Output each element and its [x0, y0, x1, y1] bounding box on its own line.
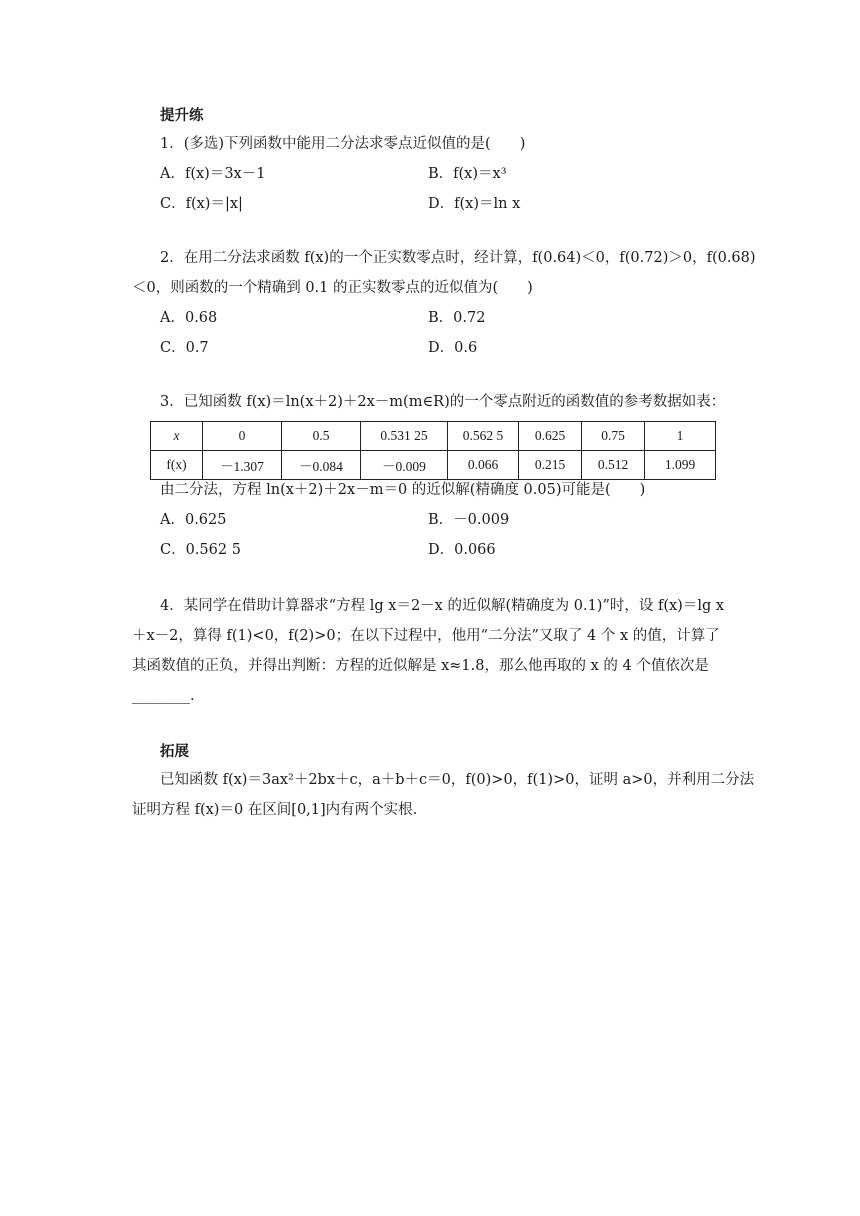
section-heading-extension: 拓展 — [160, 743, 189, 760]
q4-answer-blank: ________. — [132, 688, 195, 704]
table-cell: 0.531 25 — [361, 422, 448, 451]
table-cell: 1.099 — [645, 451, 716, 480]
reference-value-table — [150, 421, 716, 480]
table-row-x — [151, 422, 716, 451]
q3-option-d: D．0.066 — [428, 542, 496, 558]
table-cell: 0.625 — [519, 422, 582, 451]
table-cell: 0.5 — [282, 422, 361, 451]
q4-line1: 4．某同学在借助计算器求“方程 lg x＝2－x 的近似解(精确度为 0.1)”时，设 f(x)＝lg x — [160, 598, 725, 614]
q1-option-b: B．f(x)＝x³ — [428, 166, 507, 182]
q3-option-b: B．－0.009 — [428, 512, 510, 528]
table-cell: f(x) — [151, 451, 203, 480]
table-cell: x — [151, 422, 203, 451]
q3-option-c: C．0.562 5 — [160, 542, 241, 558]
table-cell: －0.009 — [361, 451, 448, 480]
q2-option-d: D．0.6 — [428, 340, 478, 356]
q1-option-a: A．f(x)＝3x－1 — [160, 166, 266, 182]
section-heading-practice: 提升练 — [160, 107, 204, 124]
table-cell: 0.562 5 — [448, 422, 519, 451]
q2-stem-line2: ＜0，则函数的一个精确到 0.1 的正实数零点的近似值为( ) — [132, 280, 533, 296]
q1-option-d: D．f(x)＝ln x — [428, 196, 521, 212]
q2-option-b: B．0.72 — [428, 310, 486, 326]
q4-line2: ＋x－2，算得 f(1)<0，f(2)>0；在以下过程中，他用“二分法”又取了 4 个 x 的值，计算了 — [132, 628, 720, 644]
q3-option-a: A．0.625 — [160, 512, 227, 528]
table-cell: 0 — [203, 422, 282, 451]
table-row-fx — [151, 451, 716, 480]
q2-option-a: A．0.68 — [160, 310, 218, 326]
ext-line2: 证明方程 f(x)＝0 在区间[0,1]内有两个实根. — [132, 802, 418, 818]
ext-line1: 已知函数 f(x)＝3ax²＋2bx＋c，a＋b＋c＝0，f(0)>0，f(1)>0，证明 a>0，并利用二分法 — [160, 772, 755, 788]
q2-stem-line1: 2．在用二分法求函数 f(x)的一个正实数零点时，经计算，f(0.64)＜0，f(0.72)＞0，f(0.68) — [160, 250, 756, 266]
q2-option-c: C．0.7 — [160, 340, 209, 356]
table-cell: 0.75 — [582, 422, 645, 451]
table-cell: －1.307 — [203, 451, 282, 480]
q3-stem: 3．已知函数 f(x)＝ln(x＋2)＋2x－m(m∈R)的一个零点附近的函数值的参考数据如表： — [160, 394, 726, 410]
table-cell: －0.084 — [282, 451, 361, 480]
table-cell: 0.066 — [448, 451, 519, 480]
q4-line3: 其函数值的正负，并得出判断：方程的近似解是 x≈1.8，那么他再取的 x 的 4 个值依次是 — [132, 658, 709, 674]
q1-option-c: C．f(x)＝|x| — [160, 196, 243, 212]
table-cell: 0.512 — [582, 451, 645, 480]
table-cell: 1 — [645, 422, 716, 451]
q1-stem: 1．(多选)下列函数中能用二分法求零点近似值的是( ) — [160, 136, 526, 152]
q3-followup: 由二分法，方程 ln(x＋2)＋2x－m＝0 的近似解(精确度 0.05)可能是( ) — [160, 482, 646, 498]
table-cell: 0.215 — [519, 451, 582, 480]
